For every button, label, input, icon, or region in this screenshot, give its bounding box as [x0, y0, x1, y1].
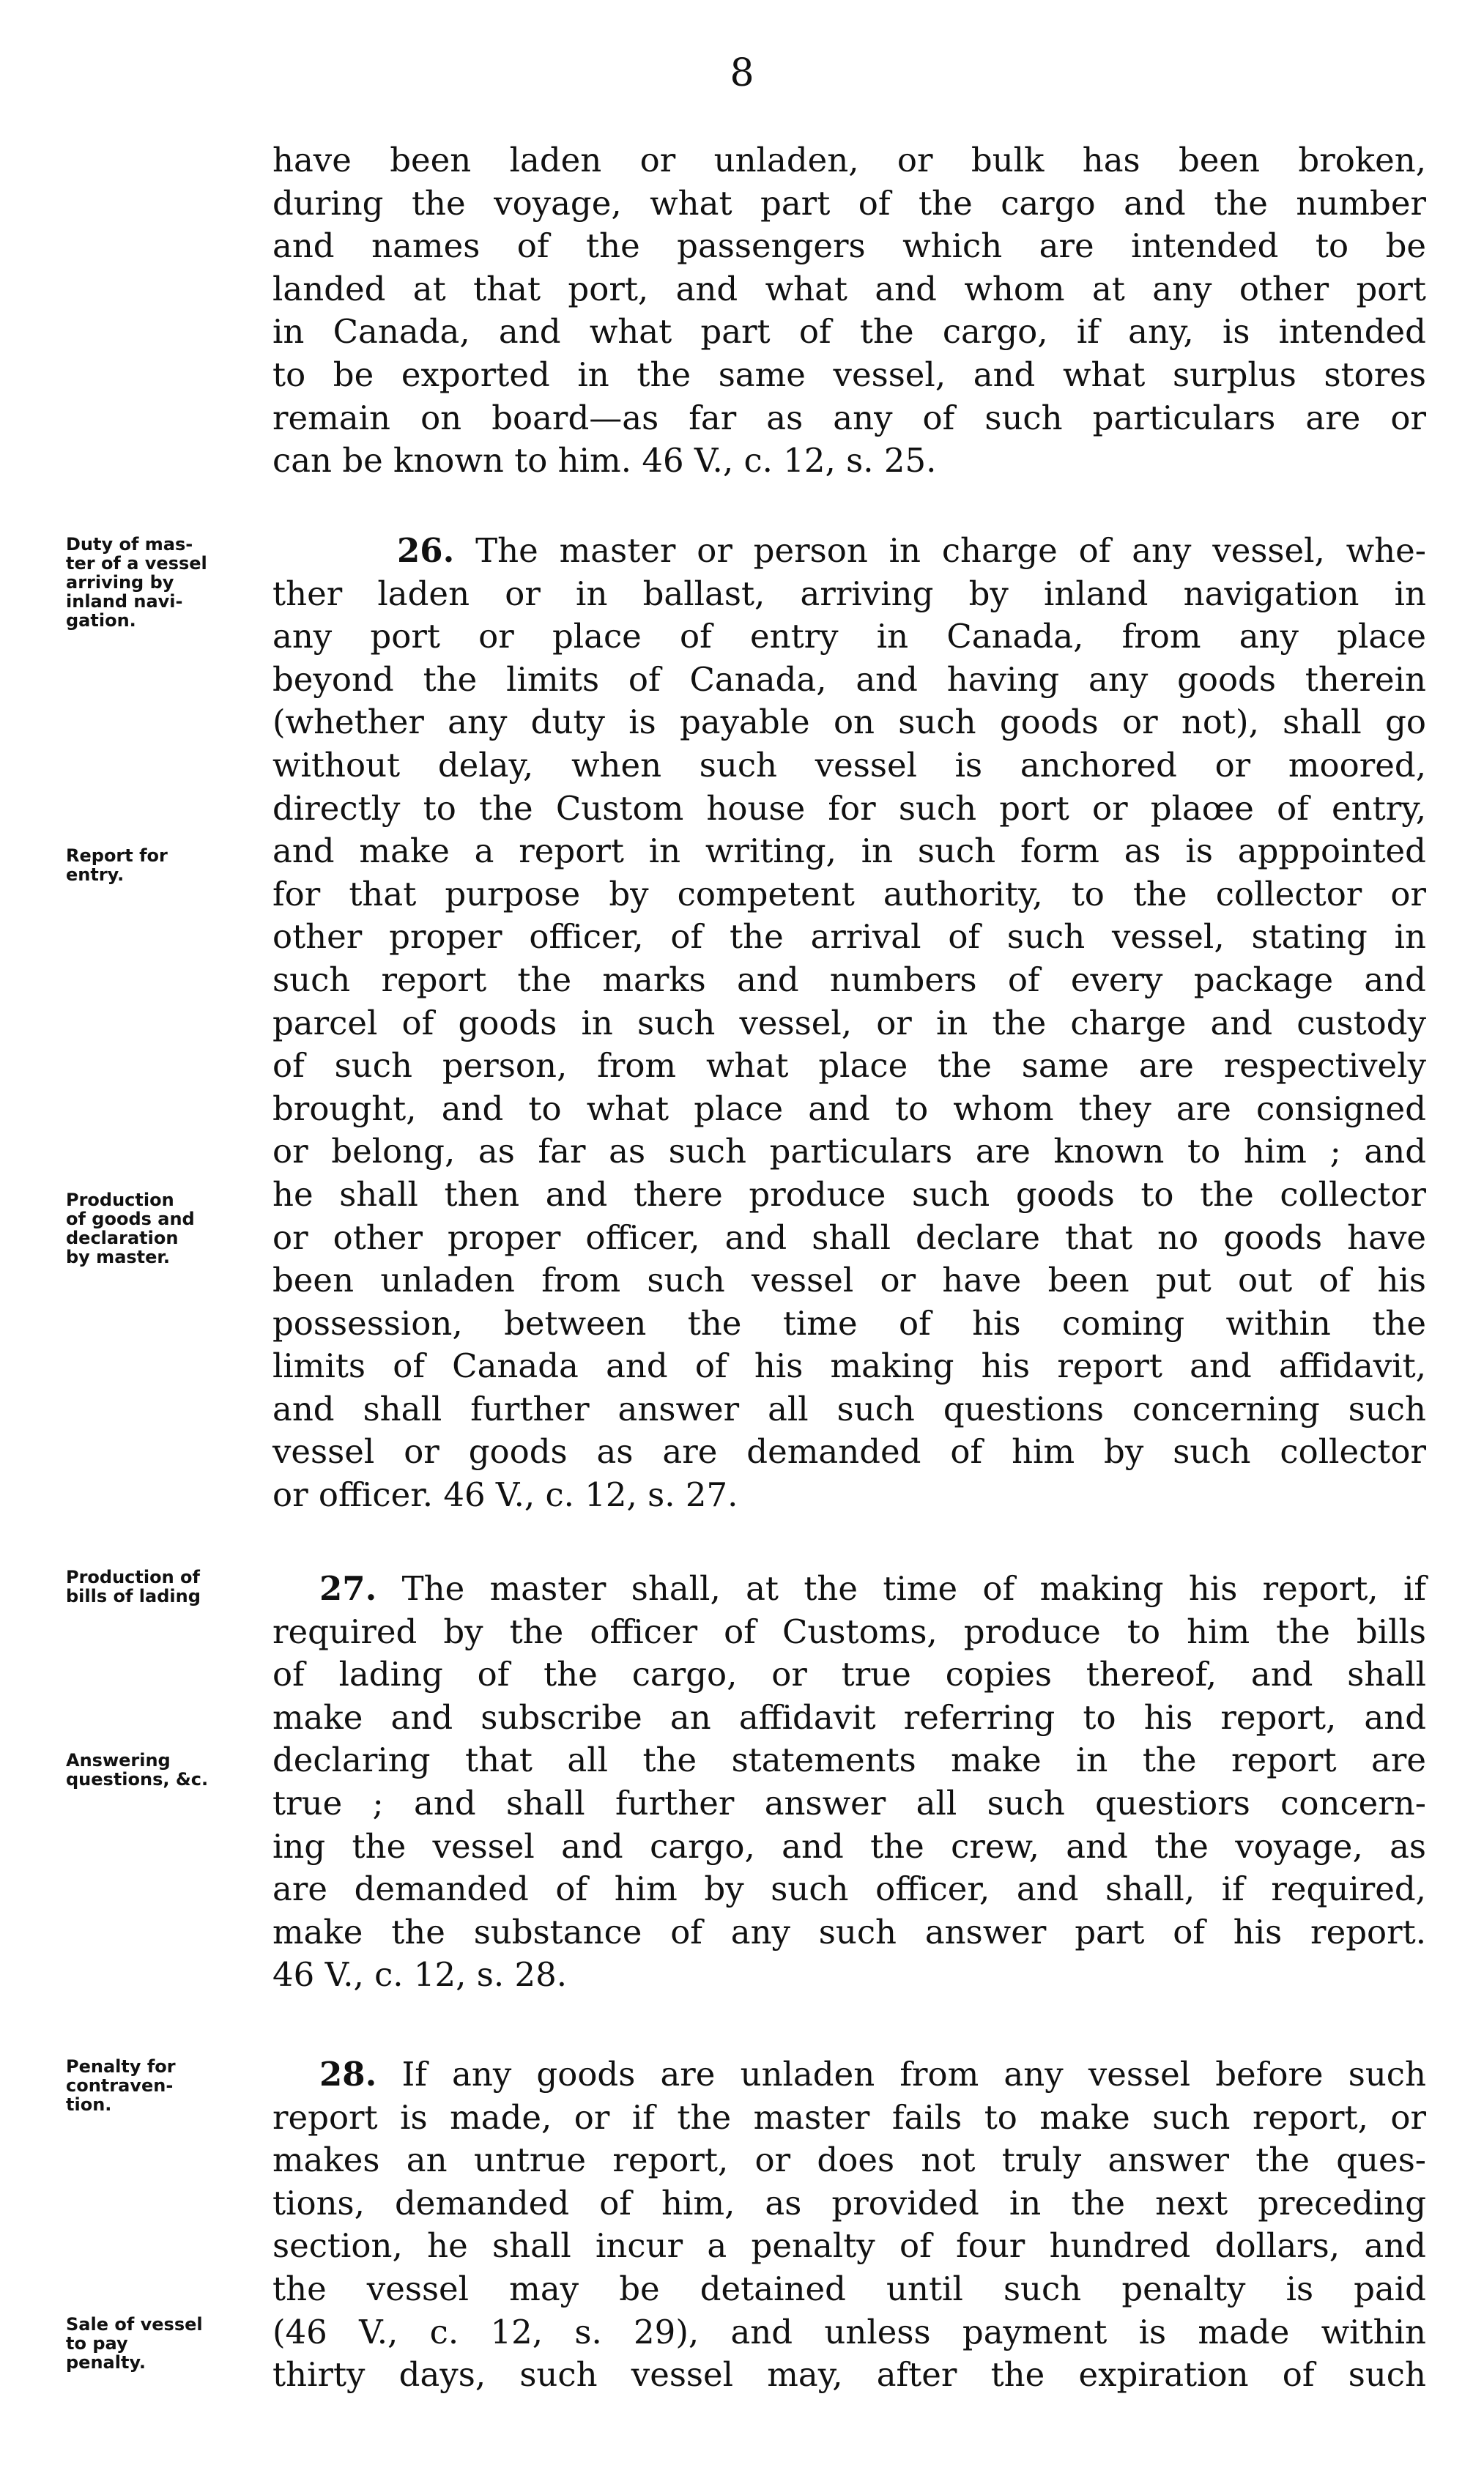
text-line: in Canada, and what part of the cargo, if any, is intended	[272, 312, 1426, 352]
text-line: other proper officer, of the arrival of such vessel, stating in	[272, 917, 1426, 957]
text-line	[272, 530, 1426, 573]
note-line: inland navi-	[66, 591, 183, 612]
text-line: and shall further answer all such questions concerning such	[272, 1389, 1426, 1428]
note-line: Sale of vessel	[66, 2314, 203, 2335]
text-line: he shall then and there produce such goods to the collector	[272, 1174, 1426, 1214]
text-line: ing the vessel and cargo, and the crew, and the voyage, as	[272, 1826, 1426, 1866]
section-number: 28.	[319, 2055, 377, 2094]
text-line: brought, and to what place and to whom they are consigned	[272, 1089, 1426, 1128]
text-line: and make a report in writing, in such form as is apppointed	[272, 831, 1426, 871]
note-line: Production of	[66, 1567, 200, 1587]
text-line: limits of Canada and of his making his report and affidavit,	[272, 1346, 1426, 1386]
note-line: ter of a vessel	[66, 553, 207, 574]
text-line: of lading of the cargo, or true copies thereof, and shall	[272, 1655, 1426, 1694]
text-line: or other proper officer, and shall declare that no goods have	[272, 1217, 1426, 1257]
text-line: been unladen from such vessel or have been put out of his	[272, 1261, 1426, 1300]
text-line: tions, demanded of him, as provided in the next preceding	[272, 2183, 1426, 2223]
text-line: can be known to him. 46 V., c. 12, s. 25.	[272, 441, 937, 481]
note-line: Answering	[66, 1750, 171, 1771]
text-line: ther laden or in ballast, arriving by inland navigation in	[272, 574, 1426, 613]
text-line: (46 V., c. 12, s. 29), and unless payment is made within	[272, 2312, 1426, 2351]
text-line: beyond the limits of Canada, and having any goods therein	[272, 659, 1426, 699]
marginal-note-production-of-goods	[66, 1190, 278, 1267]
text-line: declaring that all the statements make in the report are	[272, 1741, 1426, 1780]
text-line: parcel of goods in such vessel, or in the charge and custody	[272, 1003, 1426, 1042]
note-line: Production	[66, 1190, 174, 1210]
note-line: contraven-	[66, 2075, 174, 2096]
text-line: makes an untrue report, or does not truly answer the ques-	[272, 2140, 1426, 2180]
text-line	[272, 2053, 1426, 2097]
note-line: to pay	[66, 2333, 128, 2354]
text-line: remain on board—as far as any of such particulars are or	[272, 398, 1426, 437]
text-line: section, he shall incur a penalty of four hundred dollars, and	[272, 2226, 1426, 2266]
text-line: have been laden or unladen, or bulk has been broken,	[272, 141, 1426, 179]
text-line: or officer. 46 V., c. 12, s. 27.	[272, 1475, 738, 1515]
text-line: any port or place of entry in Canada, from any place	[272, 617, 1426, 656]
note-line: gation.	[66, 610, 136, 631]
note-line: Penalty for	[66, 2056, 176, 2077]
text-line: of such person, from what place the same are respectively	[272, 1046, 1426, 1086]
note-line: Duty of mas-	[66, 534, 193, 555]
text-line-content: If any goods are unladen from any vessel before such	[401, 2055, 1426, 2094]
text-line: make and subscribe an affidavit referring to his report, and	[272, 1697, 1426, 1737]
text-line: during the voyage, what part of the cargo and the number	[272, 183, 1426, 223]
note-line: tion.	[66, 2094, 112, 2115]
text-line: true ; and shall further answer all such questiors concern-	[272, 1783, 1426, 1823]
section-28	[272, 2053, 1426, 2397]
text-line: and names of the passengers which are intended to be	[272, 226, 1426, 266]
text-line: 46 V., c. 12, s. 28.	[272, 1955, 568, 1995]
marginal-note-sale-of-vessel	[66, 2315, 278, 2372]
marginal-note-duty-of-master	[66, 535, 278, 630]
text-line-content: The master or person in charge of any vessel, whe-	[475, 531, 1427, 570]
text-line: possession, between the time of his coming within the	[272, 1303, 1426, 1343]
text-line: to be exported in the same vessel, and what surplus stores	[272, 355, 1426, 394]
marginal-note-penalty	[66, 2057, 278, 2114]
note-line: entry.	[66, 864, 125, 885]
paragraph-continuation	[272, 139, 1426, 483]
section-27	[272, 1568, 1426, 1997]
text-line: directly to the Custom house for such port or plaœe of entry,	[272, 788, 1426, 828]
section-number: 26.	[397, 531, 455, 570]
text-line: without delay, when such vessel is anchored or moored,	[272, 745, 1426, 785]
note-line: Report for	[66, 845, 168, 866]
note-line: questions, &c.	[66, 1769, 209, 1790]
text-line: (whether any duty is payable on such goods or not), shall go	[272, 703, 1426, 742]
marginal-note-production-of-bills	[66, 1568, 278, 1606]
section-number: 27.	[319, 1569, 377, 1608]
text-line: for that purpose by competent authority, to the collector or	[272, 874, 1426, 913]
text-line: make the substance of any such answer part of his report.	[272, 1912, 1426, 1951]
note-line: arriving by	[66, 572, 174, 593]
text-line: such report the marks and numbers of every package and	[272, 960, 1426, 999]
marginal-note-answering-questions	[66, 1751, 278, 1789]
text-line: landed at that port, and what and whom at any other port	[272, 269, 1426, 308]
text-line: thirty days, such vessel may, after the expiration of such	[272, 2355, 1426, 2395]
text-line: report is made, or if the master fails to make such report, or	[272, 2097, 1426, 2137]
page-number: 8	[730, 51, 754, 95]
text-line: the vessel may be detained until such penalty is paid	[272, 2269, 1426, 2308]
text-line	[272, 1568, 1426, 1611]
text-line: are demanded of him by such officer, and shall, if required,	[272, 1869, 1426, 1909]
section-26	[272, 530, 1426, 1517]
text-line: required by the officer of Customs, produce to him the bills	[272, 1612, 1426, 1651]
text-line-content: The master shall, at the time of making his report, if	[401, 1569, 1426, 1608]
note-line: bills of lading	[66, 1586, 201, 1606]
text-line: or belong, as far as such particulars are known to him ; and	[272, 1132, 1426, 1171]
note-line: of goods and	[66, 1209, 195, 1229]
marginal-note-report-for-entry	[66, 846, 278, 884]
note-line: declaration	[66, 1228, 179, 1248]
note-line: penalty.	[66, 2352, 146, 2373]
note-line: by master.	[66, 1247, 170, 1267]
text-line: vessel or goods as are demanded of him by such collector	[272, 1432, 1426, 1472]
